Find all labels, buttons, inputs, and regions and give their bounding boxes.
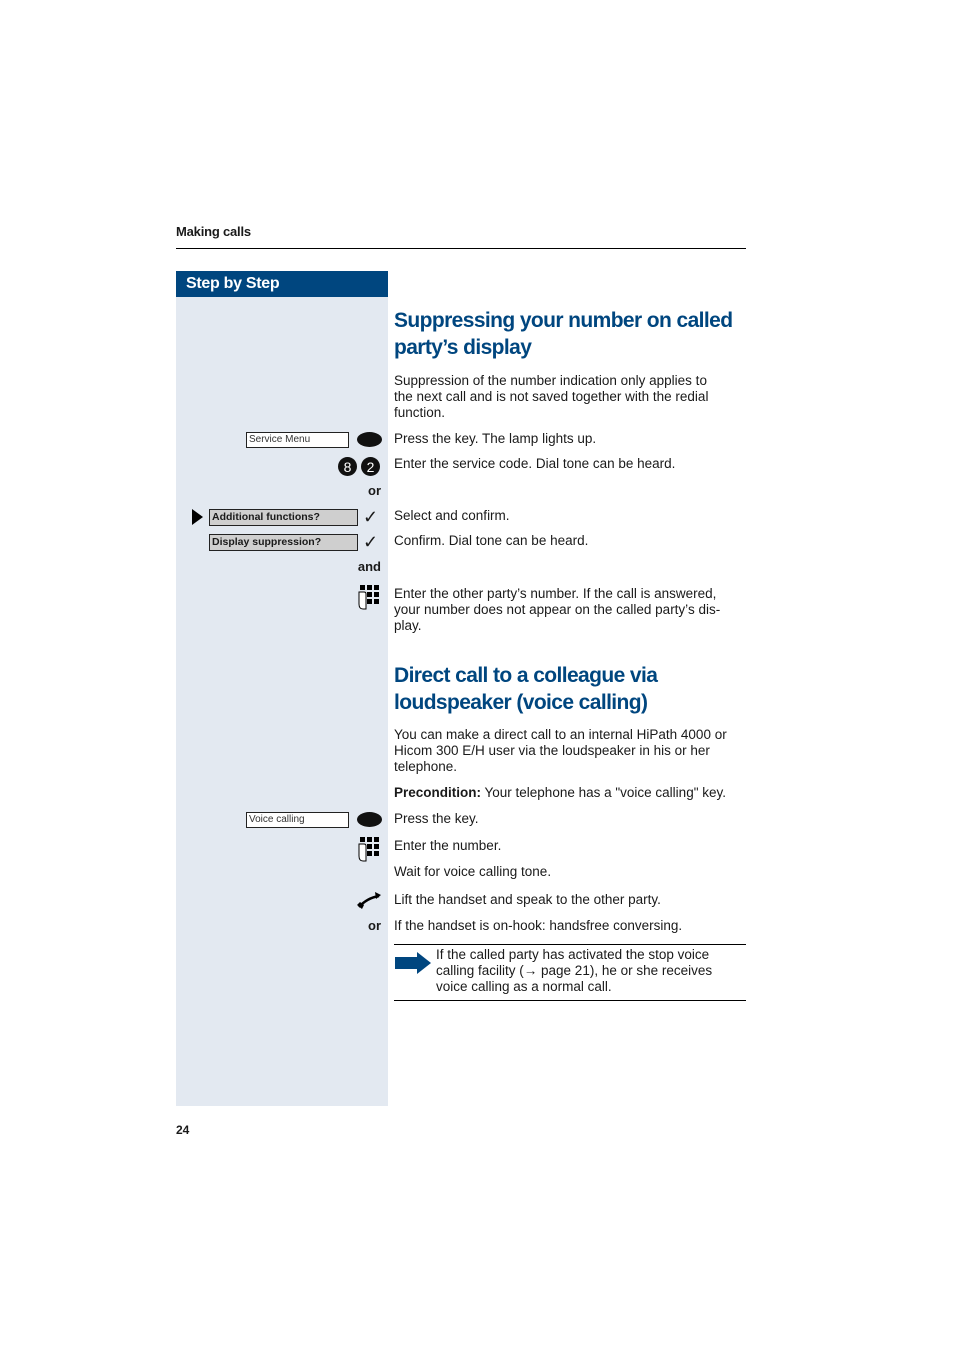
header-rule [176,248,746,249]
note-line: If the called party has activated the stop voice [436,947,710,962]
intro-line: the next call and is not saved together with the redial [394,389,709,404]
section-header: Making calls [176,224,251,239]
step-lift-handset: Lift the handset and speak to the other party. [394,892,661,907]
intro-line: Suppression of the number indication only applies to [394,373,707,388]
precondition-label: Precondition: [394,785,481,800]
section1-heading-line1: Suppressing your number on called [394,309,733,332]
note-line: calling facility (→ page 21), he or she receives [436,963,713,978]
selector-arrow-icon [192,509,204,525]
intro-line: function. [394,405,446,420]
section2-heading-line2: loudspeaker (voice calling) [394,691,648,714]
checkmark-icon[interactable]: ✓ [363,507,379,527]
step-line: play. [394,618,422,633]
step-line: Enter the other party’s number. If the call is answered, [394,586,717,601]
service-menu-key-label[interactable]: Service Menu [246,432,349,448]
step-wait: Wait for voice calling tone. [394,864,552,879]
page-number: 24 [176,1123,190,1137]
note-line: voice calling as a normal call. [436,979,612,994]
menu-item-display-suppression[interactable]: Display suppression? [209,534,358,551]
precondition-text: Your telephone has a "voice calling" key. [481,785,726,800]
section1-heading-line2: party’s display [394,336,532,359]
section2-heading [394,662,754,716]
step-handsfree: If the handset is on-hook: handsfree conversing. [394,918,683,933]
intro-line: You can make a direct call to an internal HiPath 4000 or [394,727,727,742]
voice-calling-key-label[interactable]: Voice calling [246,812,349,828]
section2-intro [394,727,746,775]
lift-handset-icon[interactable] [357,890,383,910]
section1-heading [394,307,754,361]
step-press-key: Press the key. The lamp lights up. [394,431,597,446]
section1-intro [394,373,746,421]
key-button-icon[interactable] [357,432,382,447]
or-connector: or [368,483,381,498]
digit-2-icon[interactable]: 2 [361,457,380,476]
step-select-confirm: Select and confirm. [394,508,510,523]
and-connector: and [357,559,381,574]
step-press-voice-key: Press the key. [394,811,479,826]
digit-8-icon[interactable]: 8 [338,457,357,476]
intro-line: Hicom 300 E/H user via the loudspeaker in his or her [394,743,710,758]
step-confirm: Confirm. Dial tone can be heard. [394,533,589,548]
step-enter-number-2: Enter the number. [394,838,502,853]
note-text [436,947,746,995]
step-enter-number [394,586,746,634]
sidebar-title: Step by Step [176,271,388,297]
menu-item-additional-functions[interactable]: Additional functions? [209,509,358,526]
note-arrow-icon [395,952,433,974]
key-button-icon[interactable] [357,812,382,827]
note-bottom-rule [394,1000,746,1001]
precondition [394,785,746,801]
note-top-rule [394,944,746,945]
intro-line: telephone. [394,759,458,774]
section2-heading-line1: Direct call to a colleague via [394,664,658,687]
step-sidebar [176,271,388,1106]
or-connector: or [368,918,381,933]
step-line: your number does not appear on the called party’s dis- [394,602,721,617]
keypad-icon[interactable] [357,584,381,610]
checkmark-icon[interactable]: ✓ [363,532,379,552]
step-service-code: Enter the service code. Dial tone can be heard. [394,456,676,471]
keypad-icon[interactable] [357,836,381,862]
